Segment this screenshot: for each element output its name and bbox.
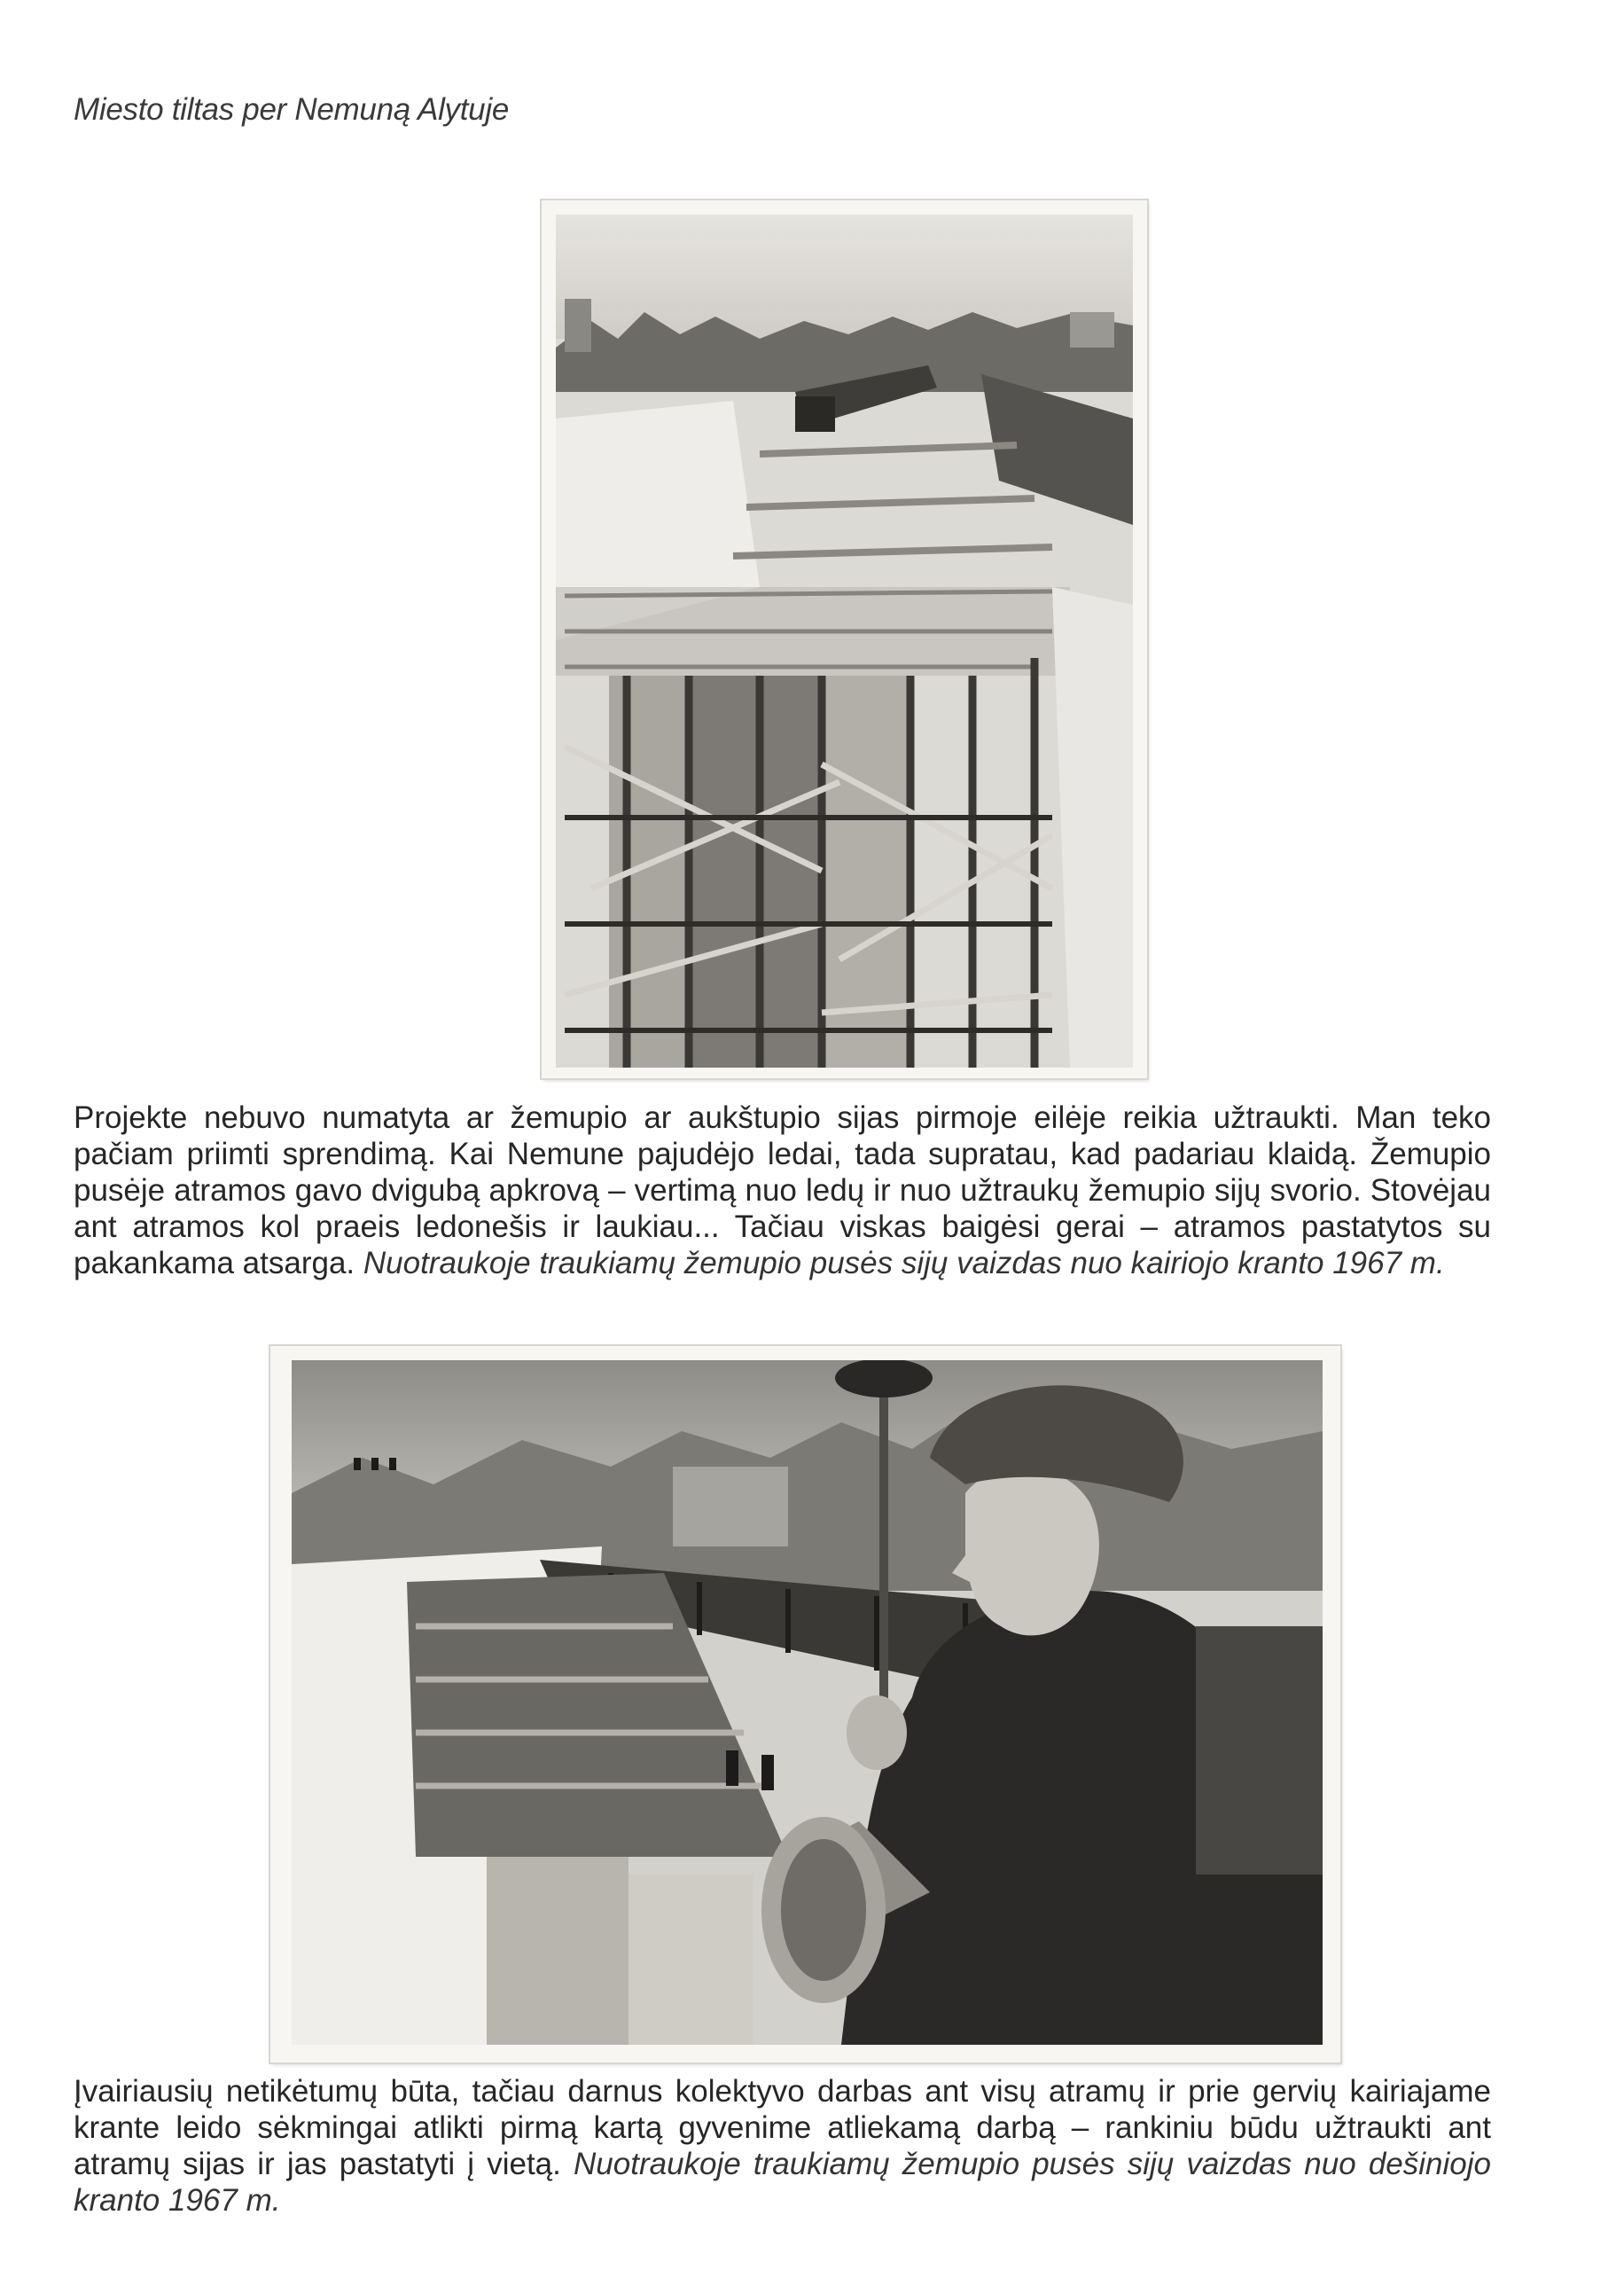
caption-second-text: Įvairiausių netikėtumų būta, tačiau darnus kolektyvo darbas ant visų atramų ir prie gervių kairiajame krante leido sėkmingai atlikti pirmą kartą gyvenime atliekamą darbą – rankiniu būdu užtraukti ant atramų sijas ir jas pastatyti į vietą. (74, 2074, 1491, 2181)
caption-second-photo-note: Nuotraukoje traukiamų žemupio pusės sijų vaizdas nuo dešiniojo kranto 1967 m. (74, 2147, 1491, 2218)
scaffolding-photo-image (556, 215, 1133, 1068)
engineer-megaphone-photo (270, 1346, 1340, 2063)
bridge-scaffolding-photo (542, 200, 1147, 1078)
caption-second-photo (74, 2073, 1491, 2219)
engineer-photo-image (292, 1360, 1323, 2045)
page-title: Miesto tiltas per Nemuną Alytuje (74, 92, 509, 127)
caption-first-photo-note: Nuotraukoje traukiamų žemupio pusės sijų vaizdas nuo kairiojo kranto 1967 m. (363, 1246, 1445, 1280)
caption-first-text: Projekte nebuvo numatyta ar žemupio ar aukštupio sijas pirmoje eilėje reikia užtraukti. Man teko pačiam priimti sprendimą. Kai Nemune pajudėjo ledai, tada supratau, kad padariau klaidą. Žemupio pusėje atramos gavo dvigubą apkrovą – vertimą nuo ledų ir nuo užtraukų žemupio sijų svorio. Stovėjau ant atramos kol praeis ledonešis ir laukiau... Tačiau viskas baigėsi gerai – atramos pastatytos su pakankama atsarga. (74, 1100, 1491, 1280)
caption-first-photo (74, 1100, 1491, 1281)
